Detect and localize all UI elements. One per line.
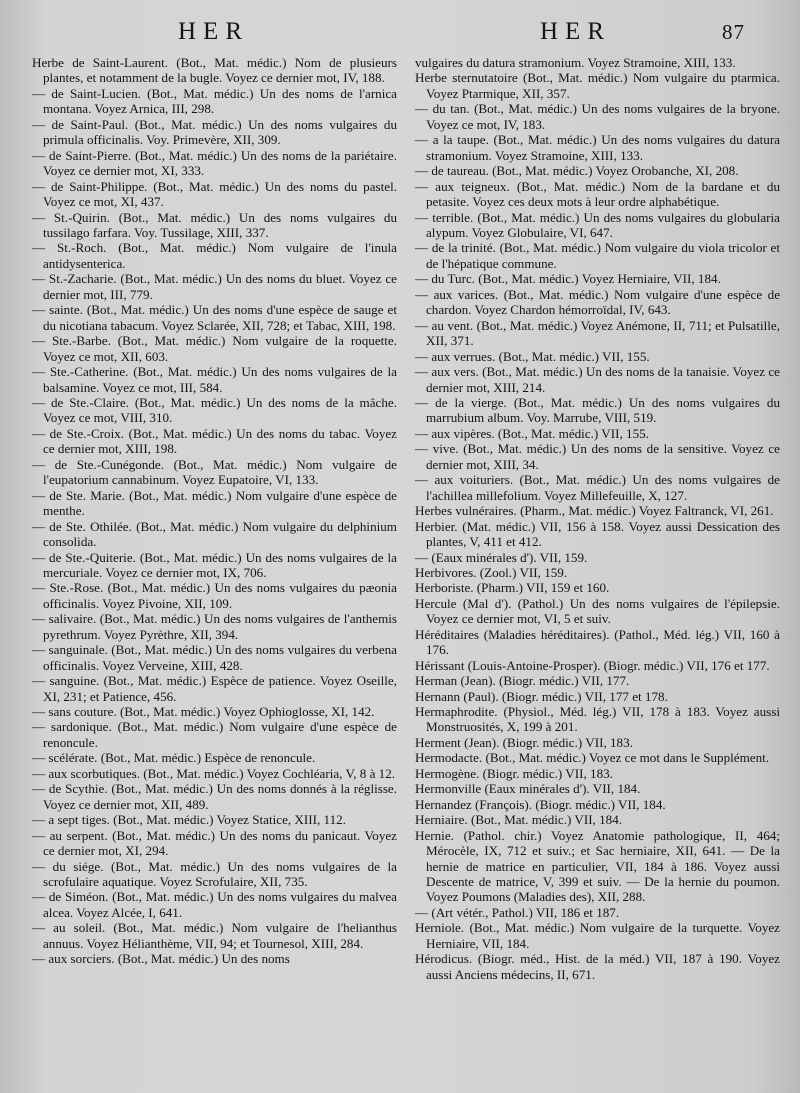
index-entry: Hermodacte. (Bot., Mat. médic.) Voyez ce mot dans le Supplément.: [415, 750, 770, 766]
index-entry: vulgaires du datura stramonium. Voyez Stramoine, XIII, 133.: [415, 55, 736, 70]
index-entry: — de Saint-Pierre. (Bot., Mat. médic.) Un des noms de la pariétaire. Voyez ce dernier mot, XI, 333.: [32, 147, 397, 179]
index-entry: Herbivores. (Zool.) VII, 159.: [415, 564, 568, 580]
index-entry: — au soleil. (Bot., Mat. médic.) Nom vulgaire de l'helianthus annuus. Voyez Hélianthème, VII, 94; et Tournesol, XIII, 284.: [32, 920, 397, 951]
index-entry: Hermaphrodite. (Physiol., Méd. lég.) VII, 178 à 183. Voyez aussi Monstruosités, X, 199 à 201.: [415, 704, 780, 735]
index-entry: Hermonville (Eaux minérales d'). VII, 184.: [415, 781, 641, 797]
index-entry: — de Ste. Othilée. (Bot., Mat. médic.) Nom vulgaire du delphinium consolida.: [32, 518, 397, 550]
index-entry: — sardonique. (Bot., Mat. médic.) Nom vulgaire d'une espèce de renoncule.: [32, 719, 397, 750]
index-entry: Hernie. (Pathol. chir.) Voyez Anatomie pathologique, II, 464; Mérocèle, IX, 712 et suiv.; et Sac herniaire, XII, 641. — De la hernie de matrice en particulier, VII, 184 à 186. Voyez aussi Descente de matrice, V, 399 et suiv. — De la hernie du poumon. Voyez Poumons (Maladies des), XII, 288.: [415, 827, 780, 905]
index-entry: — de taureau. (Bot., Mat. médic.) Voyez Orobanche, XI, 208.: [415, 163, 739, 179]
index-entry: — St.-Quirin. (Bot., Mat. médic.) Un des noms vulgaires du tussilago farfara. Voy. Tussilage, XIII, 337.: [32, 209, 397, 240]
index-entry: — de Siméon. (Bot., Mat. médic.) Un des noms vulgaires du malvea alcea. Voyez Alcée, I, 641.: [32, 889, 397, 920]
index-entry: — sanguinale. (Bot., Mat. médic.) Un des noms vulgaires du verbena officinalis. Voyez Verveine, XIII, 428.: [32, 642, 397, 673]
index-entry: — aux vers. (Bot., Mat. médic.) Un des noms de la tanaisie. Voyez ce dernier mot, XIII, 214.: [415, 364, 780, 395]
index-entry: — a sept tiges. (Bot., Mat. médic.) Voyez Statice, XIII, 112.: [32, 812, 346, 828]
index-entry: — St.-Roch. (Bot., Mat. médic.) Nom vulgaire de l'inula antidysenterica.: [32, 240, 397, 271]
index-entry: — vive. (Bot., Mat. médic.) Un des noms de la sensitive. Voyez ce dernier mot, XIII, 34.: [415, 441, 780, 472]
index-entry: — de Saint-Paul. (Bot., Mat. médic.) Un des noms vulgaires du primula officinalis. Voy. Primevère, XII, 309.: [32, 116, 397, 148]
header-left-word: HER: [178, 18, 249, 45]
index-entry: — de Saint-Lucien. (Bot., Mat. médic.) Un des noms de l'arnica montana. Voyez Arnica, III, 298.: [32, 85, 397, 117]
index-entry: Hérissant (Louis-Antoine-Prosper). (Biogr. médic.) VII, 176 et 177.: [415, 657, 770, 673]
index-entry: — aux sorciers. (Bot., Mat. médic.) Un des noms: [32, 951, 290, 967]
index-entry: — de Ste.-Cunégonde. (Bot., Mat. médic.) Nom vulgaire de l'eupatorium cannabinum. Voyez Eupatoire, VI, 133.: [32, 456, 397, 488]
index-entry: Herbe de Saint-Laurent. (Bot., Mat. médic.) Nom de plusieurs plantes, et notamment de la bugle. Voyez ce dernier mot, IV, 188.: [32, 55, 397, 86]
index-entry: — de Ste.-Claire. (Bot., Mat. médic.) Un des noms de la mâche. Voyez ce mot, VIII, 310.: [32, 394, 397, 426]
index-entry: — du Turc. (Bot., Mat. médic.) Voyez Herniaire, VII, 184.: [415, 271, 721, 287]
index-entry: — de Ste. Marie. (Bot., Mat. médic.) Nom vulgaire d'une espèce de menthe.: [32, 487, 397, 519]
index-entry: — (Eaux minérales d'). VII, 159.: [415, 549, 588, 565]
index-entry: Hercule (Mal d'). (Pathol.) Un des noms vulgaires de l'épilepsie. Voyez ce dernier mot, VI, 5 et suiv.: [415, 595, 780, 627]
index-entry: Hernandez (François). (Biogr. médic.) VII, 184.: [415, 796, 666, 812]
index-entry: Herboriste. (Pharm.) VII, 159 et 160.: [415, 580, 610, 596]
index-entry: — sanguine. (Bot., Mat. médic.) Espèce de patience. Voyez Oseille, XI, 231; et Patience, 456.: [32, 673, 397, 704]
index-entry: — de la vierge. (Bot., Mat. médic.) Un des noms vulgaires du marrubium album. Voy. Marrube, VIII, 519.: [415, 394, 780, 426]
index-entry: — salivaire. (Bot., Mat. médic.) Un des noms vulgaires de l'anthemis pyrethrum. Voyez Pyrèthre, XII, 394.: [32, 611, 397, 642]
index-entry: — sainte. (Bot., Mat. médic.) Un des noms d'une espèce de sauge et du nicotiana tabacum. Voyez Sclarée, XII, 728; et Tabac, XIII, 198.: [32, 302, 397, 333]
index-entry: Hernann (Paul). (Biogr. médic.) VII, 177 et 178.: [415, 688, 668, 704]
running-header: [0, 18, 800, 52]
index-entry: — Ste.-Catherine. (Bot., Mat. médic.) Un des noms vulgaires de la balsamine. Voyez ce mot, III, 584.: [32, 364, 397, 395]
index-entry: — du siége. (Bot., Mat. médic.) Un des noms vulgaires de la scrofulaire aquatique. Voyez Scrofulaire, XII, 735.: [32, 858, 397, 890]
index-entry: Herniole. (Bot., Mat. médic.) Nom vulgaire de la turquette. Voyez Herniaire, VII, 184.: [415, 920, 780, 951]
index-entry: — aux varices. (Bot., Mat. médic.) Nom vulgaire d'une espèce de chardon. Voyez Chardon hémorroïdal, IV, 643.: [415, 286, 780, 318]
index-entry: Herniaire. (Bot., Mat. médic.) VII, 184.: [415, 812, 623, 828]
index-entry: Herbier. (Mat. médic.) VII, 156 à 158. Voyez aussi Dessication des plantes, V, 411 et 412.: [415, 518, 780, 550]
right-column: [415, 55, 780, 982]
index-entry: — scélérate. (Bot., Mat. médic.) Espèce de renoncule.: [32, 750, 316, 766]
index-entry: — au vent. (Bot., Mat. médic.) Voyez Anémone, II, 711; et Pulsatille, XII, 371.: [415, 317, 780, 349]
index-entry: Héréditaires (Maladies héréditaires). (Pathol., Méd. lég.) VII, 160 à 176.: [415, 626, 780, 658]
index-entry: — (Art vétér., Pathol.) VII, 186 et 187.: [415, 904, 620, 920]
index-entry: — de Ste.-Croix. (Bot., Mat. médic.) Un des noms du tabac. Voyez ce dernier mot, XIII, 198.: [32, 425, 397, 457]
header-right-word: HER: [540, 18, 611, 45]
index-entry: — du tan. (Bot., Mat. médic.) Un des noms vulgaires de la bryone. Voyez ce mot, IV, 183.: [415, 101, 780, 132]
index-entry: Hérodicus. (Biogr. méd., Hist. de la méd.) VII, 187 à 190. Voyez aussi Anciens médecins, II, 671.: [415, 951, 780, 982]
index-entry: — de Saint-Philippe. (Bot., Mat. médic.) Un des noms du pastel. Voyez ce mot, XI, 437.: [32, 178, 397, 210]
index-entry: — aux teigneux. (Bot., Mat. médic.) Nom de la bardane et du petasite. Voyez ces deux mots à leur ordre alphabétique.: [415, 178, 780, 210]
index-entry: Hermogène. (Biogr. médic.) VII, 183.: [415, 765, 613, 781]
index-entry: — de Scythie. (Bot., Mat. médic.) Un des noms donnés à la réglisse. Voyez ce dernier mot, XII, 489.: [32, 781, 397, 812]
index-entry: — a la taupe. (Bot., Mat. médic.) Un des noms vulgaires du datura stramonium. Voyez Stramoine, XIII, 133.: [415, 132, 780, 163]
index-entry: — St.-Zacharie. (Bot., Mat. médic.) Un des noms du bluet. Voyez ce dernier mot, III, 779.: [32, 271, 397, 302]
index-entry: — terrible. (Bot., Mat. médic.) Un des noms vulgaires du globularia alypum. Voyez Globulaire, VI, 647.: [415, 209, 780, 240]
index-entry: — sans couture. (Bot., Mat. médic.) Voyez Ophioglosse, XI, 142.: [32, 704, 375, 720]
index-entry: — de la trinité. (Bot., Mat. médic.) Nom vulgaire du viola tricolor et de l'hépatique commune.: [415, 240, 780, 271]
index-entry: — au serpent. (Bot., Mat. médic.) Un des noms du panicaut. Voyez ce dernier mot, XI, 294.: [32, 827, 397, 859]
index-entry: — Ste.-Barbe. (Bot., Mat. médic.) Nom vulgaire de la roquette. Voyez ce mot, XII, 603.: [32, 333, 397, 364]
index-entry: — aux verrues. (Bot., Mat. médic.) VII, 155.: [415, 348, 650, 364]
index-entry: Herman (Jean). (Biogr. médic.) VII, 177.: [415, 673, 630, 689]
left-column: [32, 55, 397, 967]
index-entry: — Ste.-Rose. (Bot., Mat. médic.) Un des noms vulgaires du pæonia officinalis. Voyez Pivoine, XII, 109.: [32, 580, 397, 611]
index-entry: — aux scorbutiques. (Bot., Mat. médic.) Voyez Cochléaria, V, 8 à 12.: [32, 765, 396, 781]
index-entry: Herment (Jean). (Biogr. médic.) VII, 183.: [415, 734, 633, 750]
index-entry: Herbe sternutatoire (Bot., Mat. médic.) Nom vulgaire du ptarmica. Voyez Ptarmique, XII, 357.: [415, 70, 780, 101]
index-entry: — aux vipères. (Bot., Mat. médic.) VII, 155.: [415, 425, 649, 441]
page-number: 87: [722, 20, 745, 44]
index-entry: — de Ste.-Quiterie. (Bot., Mat. médic.) Un des noms vulgaires de la mercuriale. Voyez ce dernier mot, IX, 706.: [32, 549, 397, 580]
index-entry: — aux voituriers. (Bot., Mat. médic.) Un des noms vulgaires de l'achillea millefolium. Voyez Millefeuille, X, 127.: [415, 472, 780, 503]
index-entry: Herbes vulnéraires. (Pharm., Mat. médic.) Voyez Faltranck, VI, 261.: [415, 503, 774, 519]
